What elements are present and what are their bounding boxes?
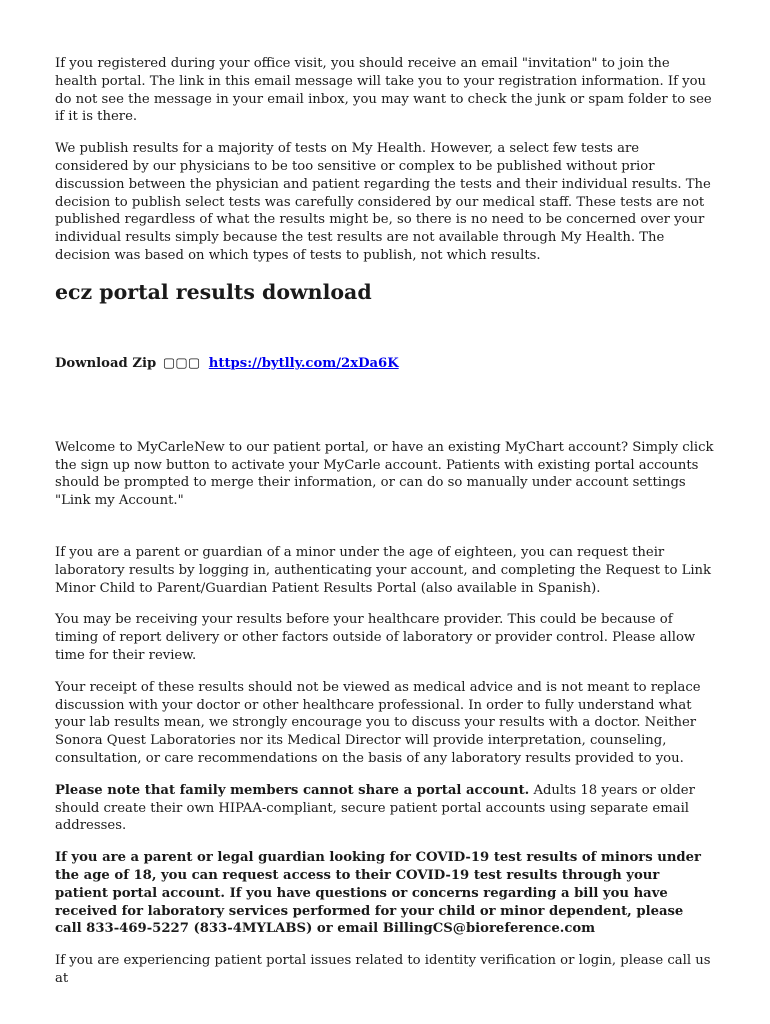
download-line [55,355,714,373]
placeholder-glyphs: ▢▢▢ [162,355,201,371]
download-link[interactable]: https://bytlly.com/2xDa6K [208,355,399,371]
paragraph-mycarle-welcome: Welcome to MyCarleNew to our patient portal, or have an existing MyChart account? Simply click the sign up now button to activate your MyCarle account. Patients with existing portal accounts should be prompted to merge their information, or can do so manually under account settings "Link my Account." [55,439,714,509]
family-accounts-bold: Please note that family members cannot share a portal account. [55,782,530,798]
paragraph-covid-results: If you are a parent or legal guardian looking for COVID-19 test results of minors under the age of 18, you can request access to their COVID-19 test results through your patient portal account. If you have questions or concerns regarding a bill you have received for laboratory services performed for your child or minor dependent, please call 833-469-5227 (833-4MYLABS) or email BillingCS@bioreference.com [55,850,701,937]
download-label: Download Zip [55,355,157,371]
paragraph-published-results: We publish results for a majority of tests on My Health. However, a select few tests are considered by our physicians to be too sensitive or complex to be published without prior discussion between the physician and patient regarding the tests and their individual results. The decision to publish select tests was carefully considered by our medical staff. These tests are not published regardless of what the results might be, so there is no need to be concerned over your individual results simply because the test results are not available through My Health. The decision was based on which types of tests to publish, not which results. [55,141,711,263]
paragraph-medical-advice: Your receipt of these results should not be viewed as medical advice and is not meant to replace discussion with your doctor or other healthcare professional. In order to fully understand what your lab results mean, we strongly encourage you to discuss your results with a doctor. Neither Sonora Quest Laboratories nor its Medical Director will provide interpretation, counseling, consultation, or care recommendations on the basis of any laboratory results provided to you. [55,679,701,766]
family-accounts-rest: Adults 18 years or older should create their own HIPAA-compliant, secure patient portal accounts using separate email addresses. [55,782,695,834]
paragraph-family-accounts [55,782,714,835]
paragraph-registration-invitation: If you registered during your office visit, you should receive an email "invitation" to join the health portal. The link in this email message will take you to your registration information. If you do not see the message in your email inbox, you may want to check the junk or spam folder to see if it is there. [55,56,712,125]
paragraph-minor-results: If you are a parent or guardian of a minor under the age of eighteen, you can request their laboratory results by logging in, authenticating your account, and completing the Request to Link Minor Child to Parent/Guardian Patient Results Portal (also available in Spanish). [55,544,712,596]
page-heading: ecz portal results download [55,279,372,304]
paragraph-portal-issues: If you are experiencing patient portal issues related to identity verification or login, please call us at [55,953,711,986]
paragraph-results-timing: You may be receiving your results before your healthcare provider. This could be because of timing of report delivery or other factors outside of laboratory or provider control. Please allow time for their review. [55,612,696,663]
